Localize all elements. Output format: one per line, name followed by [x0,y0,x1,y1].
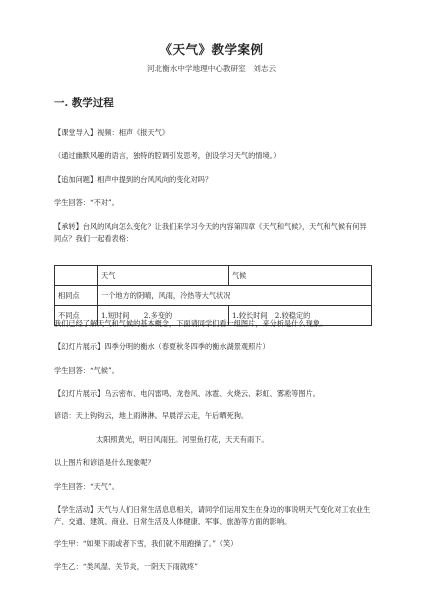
document-title: 《天气》教学案例 [159,42,264,57]
paragraph-question: 【追加问题】相声中提到的台风风向的变化对吗？ [54,175,213,184]
paragraph-transition: 【承转】台风的风向怎么变化？让我们来学习今天的内容第四章《天气和气候》，天气和气候有何异同点？我们一起看表格： [54,222,367,243]
paragraph-slide1: 【幻灯片展示】四季分明的衡水（春夏秋冬四季的衡水湖景观照片） [54,342,270,351]
same-description: 一个地方的阴晴，风雨，冷热等大气状况 [98,286,372,306]
paragraph-answer: 学生回答：“不对”。 [54,198,119,207]
paragraph-proverb2: 太阳照黄光，明日风雨狂。河里鱼打花，天天有雨下。 [96,435,269,444]
comparison-table [54,265,372,326]
paragraph-activity: 【学生活动】天气与人们日常生活息息相关，请同学们运用发生在身边的事说明天气变化对工农业生产、交通、建筑、商业、日常生活及人体健康、军事、旅游等方面的影响。 [54,505,371,526]
paragraph-slide2: 【幻灯片展示】乌云密布、电闪雷鸣、龙卷风、冰雹、火烧云、彩虹、雾凇等图片。 [54,389,320,398]
table-header-climate: 气候 [228,266,371,286]
paragraph-answer3: 学生回答：“天气”。 [54,482,119,491]
table-header-weather: 天气 [98,266,229,286]
paragraph-question2: 以上图片和谚语是什么现象呢？ [54,458,155,467]
row-label-diff: 不同点 [55,306,98,326]
paragraph-proverb1: 谚语：天上钩钩云，地上雨淋淋。早晨浮云走，午后晒死狗。 [54,411,249,420]
paragraph-answer2: 学生回答：“气候”。 [54,366,119,375]
diff-climate: 1.较长时间 2.较稳定的 [228,306,371,326]
author-line: 河北衡水中学地理中心教研室 刘志云 [146,64,277,73]
section-heading: 一. 教学过程 [54,97,114,109]
paragraph-student-a: 学生甲：“如果下雨或者下雪，我们就不用跑操了。”（笑） [54,539,238,548]
paragraph-intro: 【课堂导入】视频：相声《报天气》 [54,128,170,137]
row-label-same: 相同点 [55,286,98,306]
paragraph-images: 我们已经了解天气和气候的基本概念，下面请同学们看一组图片，来分析是什么现象。 [54,319,328,328]
table-cell [55,266,98,286]
paragraph-student-b: 学生乙：“类风湿、关节炎，一阴天下雨就疼” [54,562,198,571]
diff-weather: 1.短时间 2.多变的 [98,306,229,326]
table-header-row [55,266,372,286]
paragraph-note: （通过幽默风趣的语言，独特的腔调引发思考，创设学习天气的情境。） [54,151,281,160]
table-row [55,286,372,306]
